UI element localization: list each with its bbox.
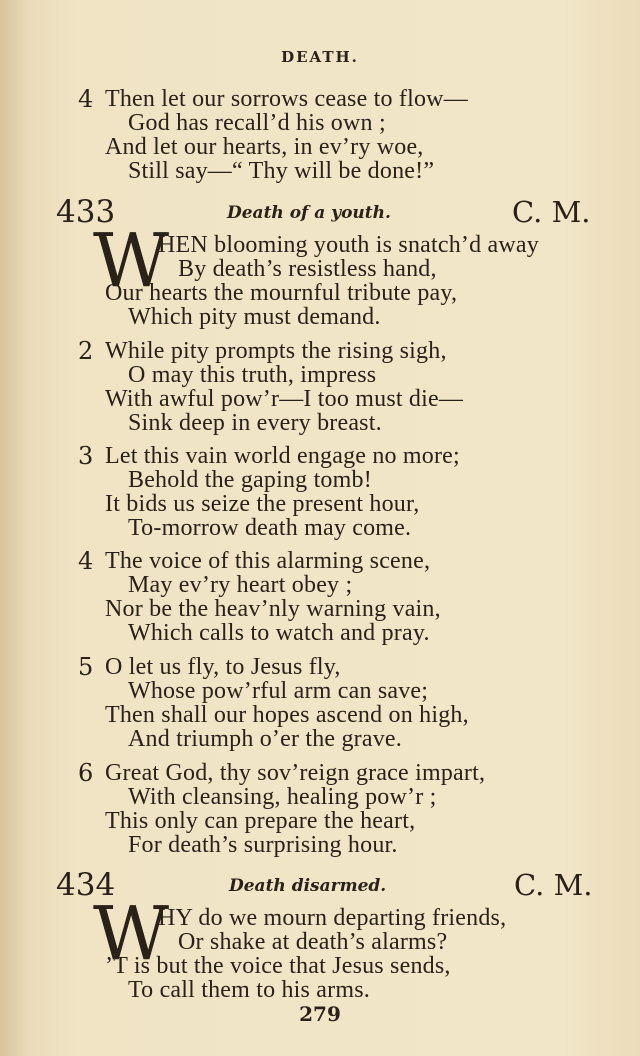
verse-line: O let us fly, to Jesus fly, [105, 654, 341, 680]
verse-line: Which pity must demand. [128, 304, 381, 330]
verse-line: God has recall’d his own ; [128, 110, 386, 136]
verse-line: Nor be the heav’nly warning vain, [105, 596, 441, 622]
drop-cap: W [93, 218, 170, 304]
verse-line: While pity prompts the rising sigh, [105, 338, 447, 364]
verse-line: Let this vain world engage no more; [105, 443, 460, 469]
verse-line: With awful pow’r—I too must die— [105, 386, 464, 412]
verse-line: By death’s resistless hand, [178, 256, 437, 282]
verse-line: Sink deep in every breast. [128, 410, 382, 436]
verse-line: The voice of this alarming scene, [105, 548, 431, 574]
verse-line: ’T is but the voice that Jesus sends, [105, 953, 451, 979]
hymn-number: 433 [56, 194, 116, 230]
verse-line: HY do we mourn departing friends, [158, 905, 507, 931]
verse-number: 5 [78, 653, 94, 681]
hymn-title: Death of a youth. [227, 203, 391, 223]
verse-line: May ev’ry heart obey ; [128, 572, 353, 598]
verse-line: O may this truth, impress [128, 362, 377, 388]
verse-line: Then let our sorrows cease to flow— [105, 86, 468, 112]
hymn-number: 434 [56, 867, 116, 903]
verse-number: 3 [78, 442, 94, 470]
verse-line: This only can prepare the heart, [105, 808, 416, 834]
verse-line: Whose pow’rful arm can save; [128, 678, 429, 704]
verse-number: 4 [78, 85, 94, 113]
verse-line: Or shake at death’s alarms? [178, 929, 448, 955]
verse-line: For death’s surprising hour. [128, 832, 398, 858]
verse-line: With cleansing, healing pow’r ; [128, 784, 437, 810]
verse-number: 6 [78, 759, 94, 787]
verse-line: Great God, thy sov’reign grace impart, [105, 760, 486, 786]
verse-line: Still say—“ Thy will be done!” [128, 158, 435, 184]
hymn-title: Death disarmed. [229, 876, 387, 896]
verse-line: Which calls to watch and pray. [128, 620, 430, 646]
verse-line: Our hearts the mournful tribute pay, [105, 280, 458, 306]
verse-line: To call them to his arms. [128, 977, 370, 1003]
verse-line: To-morrow death may come. [128, 515, 412, 541]
hymn-meter: C. M. [514, 868, 593, 902]
page-number: 279 [299, 1002, 341, 1026]
verse-line: HEN blooming youth is snatch’d away [158, 232, 539, 258]
verse-number: 2 [78, 337, 94, 365]
verse-number: 4 [78, 547, 94, 575]
hymn-meter: C. M. [512, 195, 591, 229]
drop-cap: W [93, 891, 170, 977]
running-header: DEATH. [281, 48, 359, 66]
verse-line: Then shall our hopes ascend on high, [105, 702, 469, 728]
verse-line: And let our hearts, in ev’ry woe, [105, 134, 424, 160]
verse-line: Behold the gaping tomb! [128, 467, 372, 493]
verse-line: And triumph o’er the grave. [128, 726, 402, 752]
verse-line: It bids us seize the present hour, [105, 491, 420, 517]
